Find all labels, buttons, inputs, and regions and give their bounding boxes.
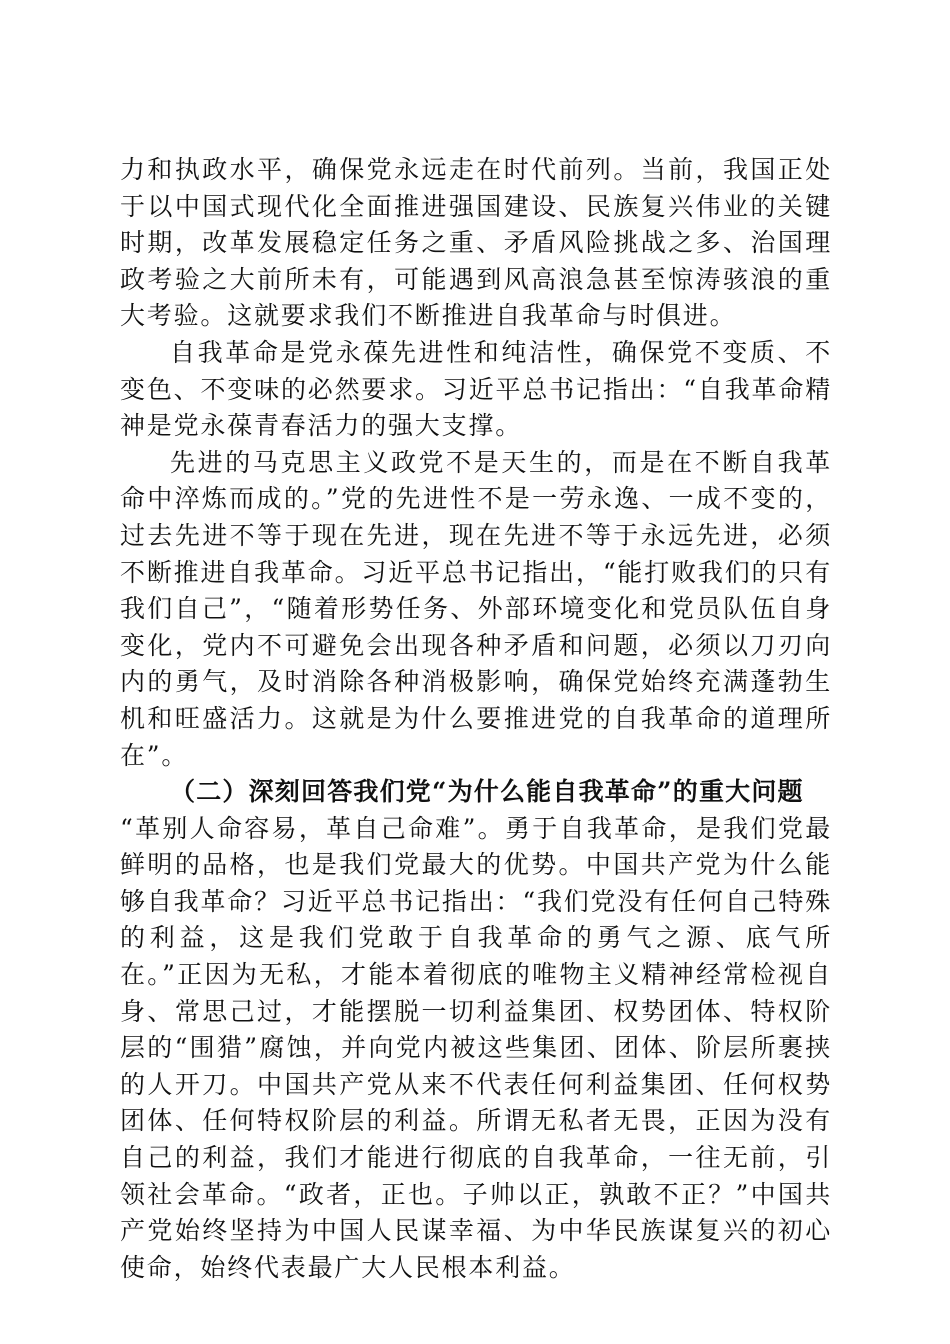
document-page	[120, 152, 832, 1286]
paragraph-governance: 力和执政水平，确保党永远走在时代前列。当前，我国正处于以中国式现代化全面推进强国建设、民族复兴伟业的关键时期，改革发展稳定任务之重、矛盾风险挑战之多、治国理政考验之大前所未有，可能遇到风高浪急甚至惊涛骇浪的重大考验。这就要求我们不断推进自我革命与时俱进。	[120, 155, 832, 331]
paragraph-self-revolution-requirement: 自我革命是党永葆先进性和纯洁性，确保党不变质、不变色、不变味的必然要求。习近平总书记指出：“自我革命精神是党永葆青春活力的强大支撑。	[120, 337, 832, 441]
paragraph-advanced-party: 先进的马克思主义政党不是天生的，而是在不断自我革命中淬炼而成的。”党的先进性不是一劳永逸、一成不变的，过去先进不等于现在先进，现在先进不等于永远先进，必须不断推进自我革命。习近平总书记指出，“能打败我们的只有我们自己”，“随着形势任务、外部环境变化和党员队伍自身变化，党内不可避免会出现各种矛盾和问题，必须以刀刃向内的勇气，及时消除各种消极影响，确保党始终充满蓬勃生机和旺盛活力。这就是为什么要推进党的自我革命的道理所在”。	[120, 447, 832, 770]
paragraph-why-self-revolution: “革别人命容易，革自己命难”。勇于自我革命，是我们党最鲜明的品格，也是我们党最大的优势。中国共产党为什么能够自我革命？习近平总书记指出：“我们党没有任何自己特殊的利益，这是我们党敢于自我革命的勇气之源、底气所在。”正因为无私，才能本着彻底的唯物主义精神经常检视自身、常思己过，才能摆脱一切利益集团、权势团体、特权阶层的“围猎”腐蚀，并向党内被这些集团、团体、阶层所裹挟的人开刀。中国共产党从来不代表任何利益集团、任何权势团体、任何特权阶层的利益。所谓无私者无畏，正因为没有自己的利益，我们才能进行彻底的自我革命，一往无前，引领社会革命。“政者，正也。子帅以正，孰敢不正？”中国共产党始终坚持为中国人民谋幸福、为中华民族谋复兴的初心使命，始终代表最广大人民根本利益。	[120, 813, 832, 1282]
section-heading: （二）深刻回答我们党“为什么能自我革命”的重大问题	[170, 777, 804, 807]
